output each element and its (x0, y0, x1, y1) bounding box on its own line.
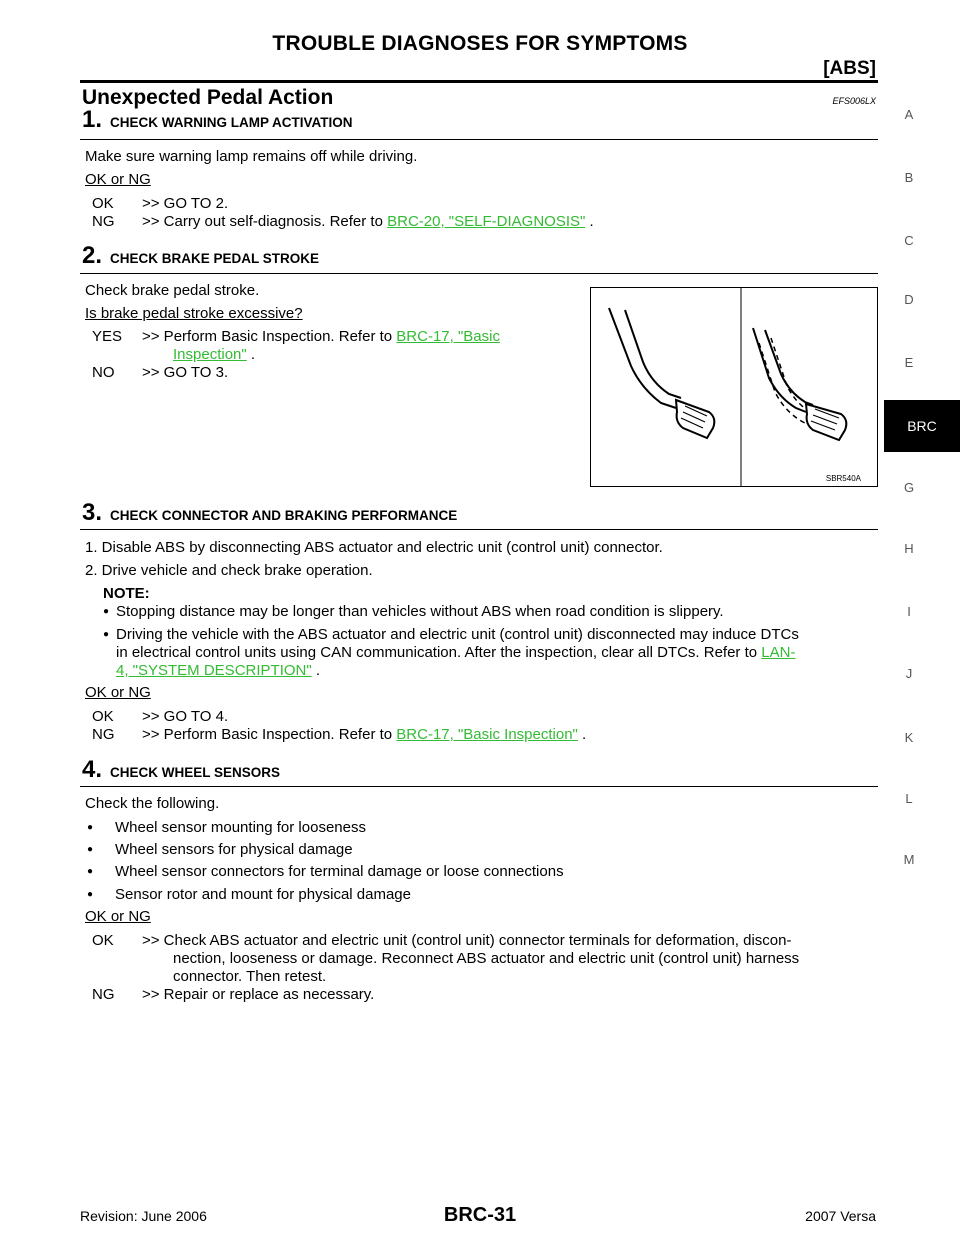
step-2-yes-cont: Inspection" . (173, 346, 256, 363)
step-label: CHECK WHEEL SENSORS (110, 765, 281, 780)
note-bullet-2-line-2: in electrical control units using CAN communication. After the inspection, clear all DTCs. Refer to LAN- (116, 644, 796, 661)
link-brc-17-a[interactable]: BRC-17, "Basic (396, 328, 500, 345)
step-3-question: OK or NG (85, 684, 151, 701)
brake-pedal-figure (590, 287, 878, 487)
note-bullet-1: ● Stopping distance may be longer than vehicles without ABS when road condition is slippery. (103, 603, 724, 620)
step-3-rule (80, 529, 878, 530)
section-tag: [ABS] (823, 58, 876, 79)
tab-a[interactable]: A (904, 107, 914, 122)
step-4-question: OK or NG (85, 908, 151, 925)
step-number: 3. (82, 499, 103, 526)
note-bullet-2-line-3: 4, "SYSTEM DESCRIPTION" . (116, 662, 321, 679)
link-lan-4-a[interactable]: LAN- (761, 644, 796, 661)
step-4-ok-result: OK >> Check ABS actuator and electric unit (control unit) connector terminals for deformation, discon- (92, 932, 792, 949)
step-1-ng-result: NG >> Carry out self-diagnosis. Refer to BRC-20, "SELF-DIAGNOSIS" . (92, 213, 594, 230)
step-4-ng-result: NG >> Repair or replace as necessary. (92, 986, 375, 1003)
check-bullet-3: ● Wheel sensor connectors for terminal damage or loose connections (87, 863, 564, 880)
step-label: CHECK BRAKE PEDAL STROKE (110, 251, 320, 266)
footer-model: 2007 Versa (805, 1208, 876, 1224)
check-bullet-4: ● Sensor rotor and mount for physical damage (87, 886, 411, 903)
step-4-ok-line-3: connector. Then retest. (173, 968, 327, 985)
step-3-item-1: 1. Disable ABS by disconnecting ABS actuator and electric unit (control unit) connector. (85, 539, 663, 556)
step-label: CHECK CONNECTOR AND BRAKING PERFORMANCE (110, 508, 458, 523)
tab-e[interactable]: E (904, 355, 914, 370)
step-number: 1. (82, 106, 103, 133)
tab-b[interactable]: B (904, 170, 914, 185)
step-4-rule (80, 786, 878, 787)
note-label: NOTE: (103, 585, 150, 602)
pedal-illustration (591, 288, 877, 486)
footer-revision: Revision: June 2006 (80, 1208, 207, 1224)
footer-page-number: BRC-31 (443, 1204, 517, 1226)
header-rule (80, 80, 878, 83)
page-title: TROUBLE DIAGNOSES FOR SYMPTOMS (272, 32, 688, 55)
step-1-text: Make sure warning lamp remains off while driving. (85, 148, 418, 165)
step-2-no-result: NO >> GO TO 3. (92, 364, 229, 381)
step-2-question: Is brake pedal stroke excessive? (85, 305, 303, 322)
tab-k[interactable]: K (904, 730, 914, 745)
check-bullet-2: ● Wheel sensors for physical damage (87, 841, 353, 858)
step-2-text: Check brake pedal stroke. (85, 282, 260, 299)
document-code: EFS006LX (832, 96, 876, 106)
step-4-heading (82, 756, 280, 784)
step-number: 2. (82, 242, 103, 269)
step-1-heading (82, 106, 353, 134)
step-1-ok-result: OK >> GO TO 2. (92, 195, 229, 212)
tab-d[interactable]: D (904, 292, 914, 307)
main-heading: Unexpected Pedal Action (82, 86, 334, 109)
step-3-item-2: 2. Drive vehicle and check brake operation. (85, 562, 373, 579)
tab-g[interactable]: G (903, 480, 915, 495)
figure-code: SBR540A (825, 474, 861, 483)
tab-c[interactable]: C (904, 233, 914, 248)
tab-m[interactable]: M (903, 852, 915, 867)
link-brc-17-b[interactable]: Inspection" (173, 346, 247, 363)
step-1-question: OK or NG (85, 171, 151, 188)
step-4-ok-line-2: nection, looseness or damage. Reconnect ABS actuator and electric unit (control unit) harness (173, 950, 800, 967)
step-3-heading (82, 499, 457, 527)
step-1-rule (80, 139, 878, 140)
step-2-heading (82, 242, 319, 270)
tab-j[interactable]: J (905, 666, 913, 681)
step-3-ng-result: NG >> Perform Basic Inspection. Refer to BRC-17, "Basic Inspection" . (92, 726, 587, 743)
step-number: 4. (82, 756, 103, 783)
step-label: CHECK WARNING LAMP ACTIVATION (110, 115, 353, 130)
link-lan-4-b[interactable]: 4, "SYSTEM DESCRIPTION" (116, 662, 312, 679)
tab-i[interactable]: I (907, 604, 911, 619)
step-4-text: Check the following. (85, 795, 220, 812)
tab-brc-active[interactable]: BRC (884, 400, 960, 452)
tab-h[interactable]: H (904, 541, 914, 556)
note-bullet-2: ● Driving the vehicle with the ABS actuator and electric unit (control unit) disconnected may induce DTCs (103, 626, 799, 643)
link-brc-17-c[interactable]: BRC-17, "Basic Inspection" (396, 726, 578, 743)
tab-l[interactable]: L (905, 791, 913, 806)
check-bullet-1: ● Wheel sensor mounting for looseness (87, 819, 366, 836)
link-brc-20[interactable]: BRC-20, "SELF-DIAGNOSIS" (387, 213, 586, 230)
step-3-ok-result: OK >> GO TO 4. (92, 708, 229, 725)
step-2-yes-result: YES >> Perform Basic Inspection. Refer to BRC-17, "Basic (92, 328, 500, 345)
step-2-rule (80, 273, 878, 274)
